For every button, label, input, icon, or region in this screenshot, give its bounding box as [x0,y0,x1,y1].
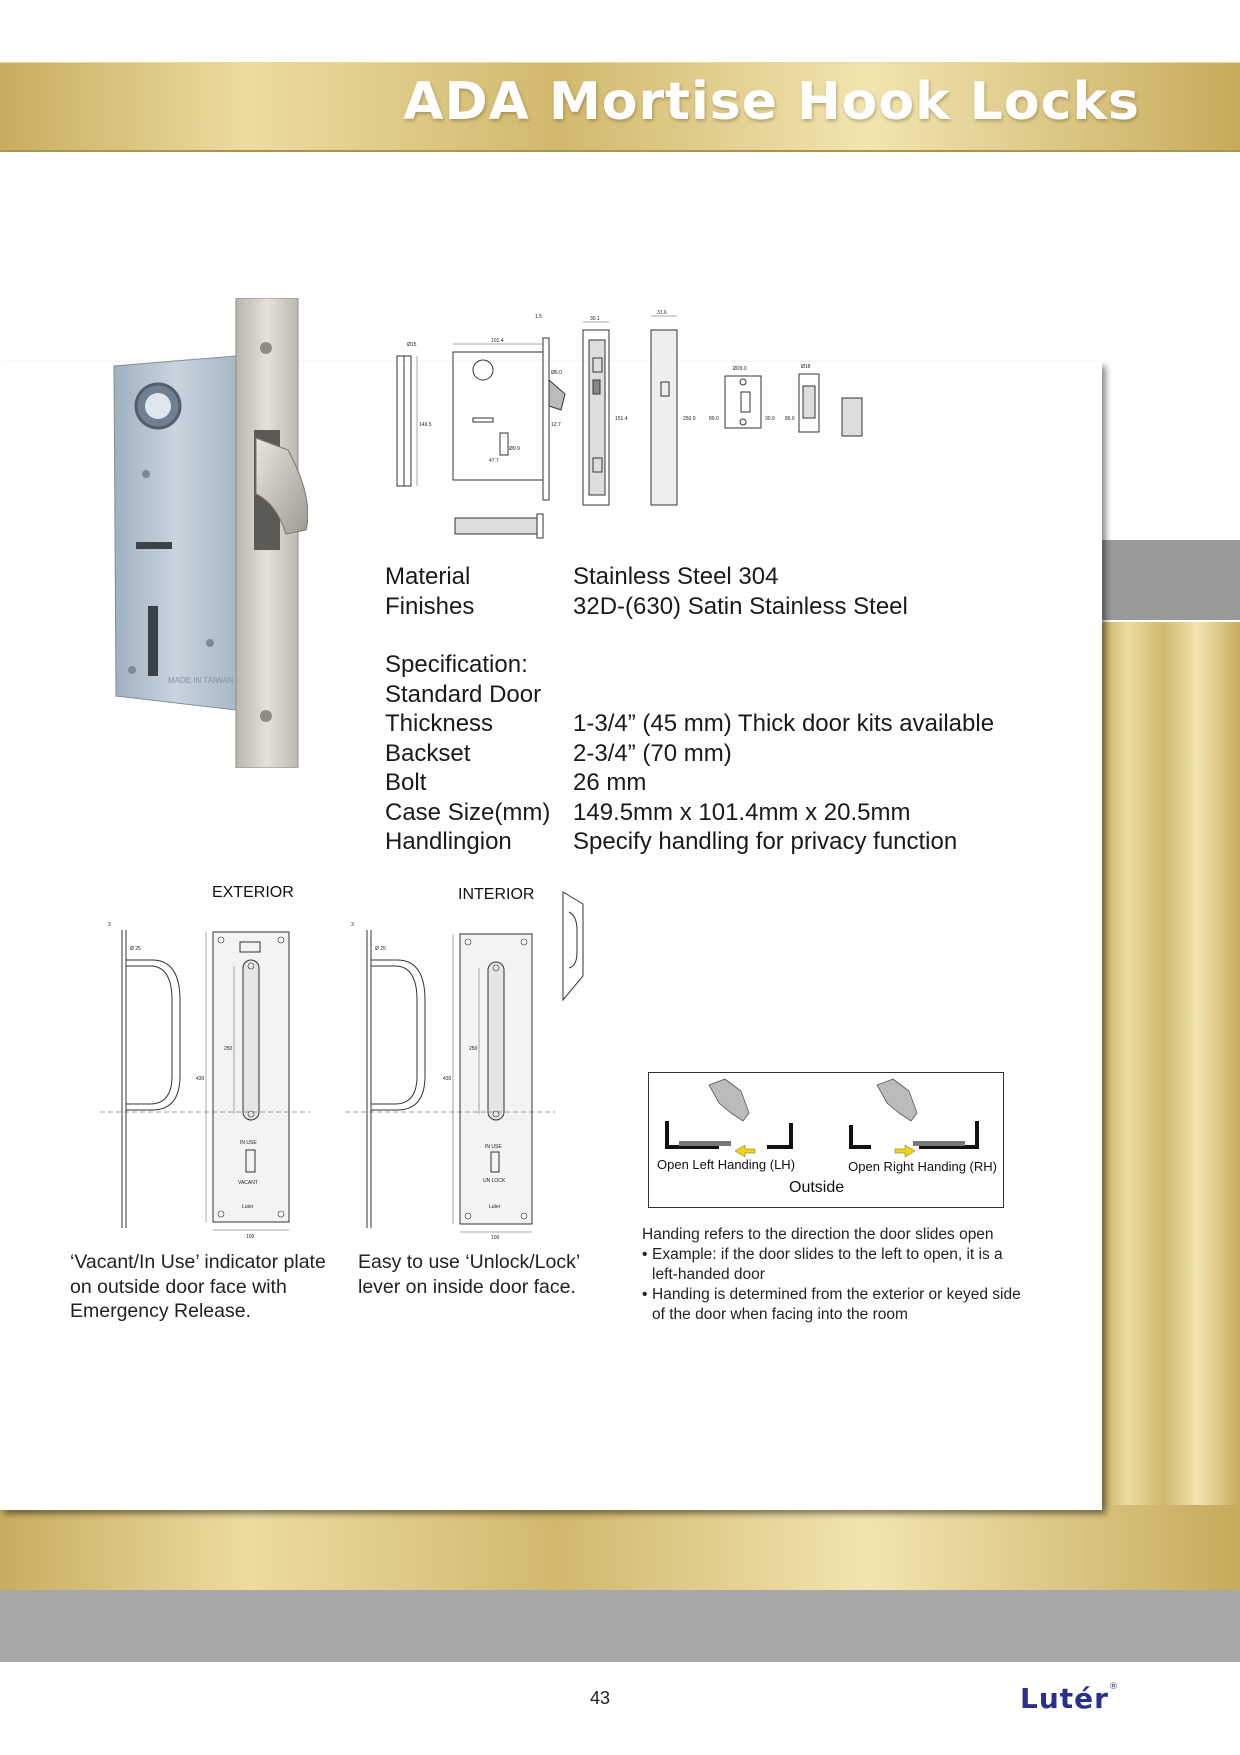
spec-value: 26 mm [573,769,647,796]
spec-row-backset [385,739,994,769]
dim-label: 100 [246,1234,255,1240]
dim-label: 149.5 [419,422,432,428]
rh-label: Open Right Handing (RH) [848,1159,997,1174]
brand-logo [1020,1682,1119,1715]
spec-row-material [385,562,994,592]
plate-brand: Luter [242,1204,254,1210]
dim-label: 100 [491,1235,500,1240]
dim-label: 31.6 [657,310,667,316]
interior-caption: Easy to use ‘Unlock/Lock’ lever on inside door face. [358,1251,580,1298]
spec-row-finishes [385,592,994,622]
bullet: • [642,1286,648,1303]
spec-label: Backset [385,739,471,767]
dim-label: Ø18 [801,364,811,370]
dim-label: 430 [443,1076,452,1082]
page-title: ADA Mortise Hook Locks [403,72,1140,132]
lock-photo [108,298,308,768]
spec-label: Handlingion [385,828,512,855]
dim-label: 86.6 [785,416,795,422]
spec-label: Thickness [385,710,494,737]
spec-value: 2-3/4” (70 mm) [573,739,732,767]
spec-row-case-size [385,798,994,828]
bottom-gray-band [0,1590,1240,1662]
in-use-text: IN USE [485,1144,502,1150]
spec-value: Stainless Steel 304 [573,563,779,590]
technical-drawing [385,308,885,548]
spec-label: Case Size(mm) [385,798,551,826]
dim-label: 47.7 [489,458,499,464]
note-item [642,1285,1022,1325]
note-item [642,1245,1022,1285]
exterior-label: EXTERIOR [212,884,294,901]
spec-label: Finishes [385,592,475,620]
dim-label: Ø29.0 [733,366,747,372]
dim-label: 3 [351,922,354,928]
spec-row-bolt [385,768,994,798]
lh-label: Open Left Handing (LH) [657,1157,796,1172]
dim-label: 30.1 [590,316,600,322]
hand-icon [709,1079,917,1121]
dim-label: 430 [196,1076,205,1082]
dim-label: 250.9 [683,416,696,422]
interior-label: INTERIOR [458,886,535,903]
spec-row-thickness [385,709,994,739]
note-text: Handing is determined from the exterior or keyed side of the door when facing into the room [652,1286,1021,1323]
dim-label: 30.9 [765,416,775,422]
page-number: 43 [590,1688,611,1708]
spec-value: Specify handling for privacy function [573,828,958,855]
unlock-text: UN LOCK [483,1178,506,1184]
arrow-left-icon [735,1145,755,1157]
spec-row-handling [385,827,994,857]
dim-label: Ø15 [407,342,417,348]
standard-door-label: Standard Door [385,680,542,708]
dim-label: 250 [469,1046,478,1052]
dim-label: 250 [224,1046,233,1052]
photo-engraving: MADE IN TAIWAN [168,676,234,685]
exterior-caption: ‘Vacant/In Use’ indicator plate on outside door face with Emergency Release. [70,1251,326,1322]
side-gold-band [1100,622,1240,1512]
handing-diagram [648,1072,1004,1208]
plate-brand: Luter [489,1204,501,1210]
dim-label: Ø 25 [375,946,386,952]
dim-label: 101.4 [491,338,504,344]
dim-label: Ø9.9 [509,446,520,452]
spec-label: Material [385,563,471,590]
dim-label: 151.4 [615,416,628,422]
dim-label: 3 [108,922,111,928]
dim-label: Ø6.0 [551,370,562,376]
spec-value: 32D-(630) Satin Stainless Steel [573,592,908,620]
dim-label: Ø 25 [130,946,141,952]
interior-plate-drawing [345,890,595,1240]
outside-label: Outside [789,1179,845,1196]
spec-table [385,562,994,857]
note-item [642,1225,1022,1245]
specification-heading: Specification: [385,651,528,678]
dim-label: 12.7 [551,422,561,428]
spec-value: 1-3/4” (45 mm) Thick door kits available [573,710,995,737]
registered-mark: ® [1108,1682,1119,1692]
bottom-gold-band [0,1505,1240,1590]
bullet: • [642,1246,648,1263]
side-gray-band [1100,540,1240,620]
note-text: Example: if the door slides to the left to open, it is a left-handed door [652,1246,1003,1283]
note-text: Handing refers to the direction the door slides open [642,1226,994,1243]
dim-label: 1.5 [535,314,542,320]
spec-label: Bolt [385,769,427,796]
in-use-text: IN USE [240,1140,257,1146]
arrow-right-icon [895,1145,915,1157]
exterior-plate-drawing [100,900,310,1240]
vacant-text: VACANT [238,1180,258,1186]
spec-value: 149.5mm x 101.4mm x 20.5mm [573,798,911,826]
dim-label: 89.0 [709,416,719,422]
brand-name: Lutér [1020,1682,1109,1715]
handing-notes [642,1225,1022,1325]
